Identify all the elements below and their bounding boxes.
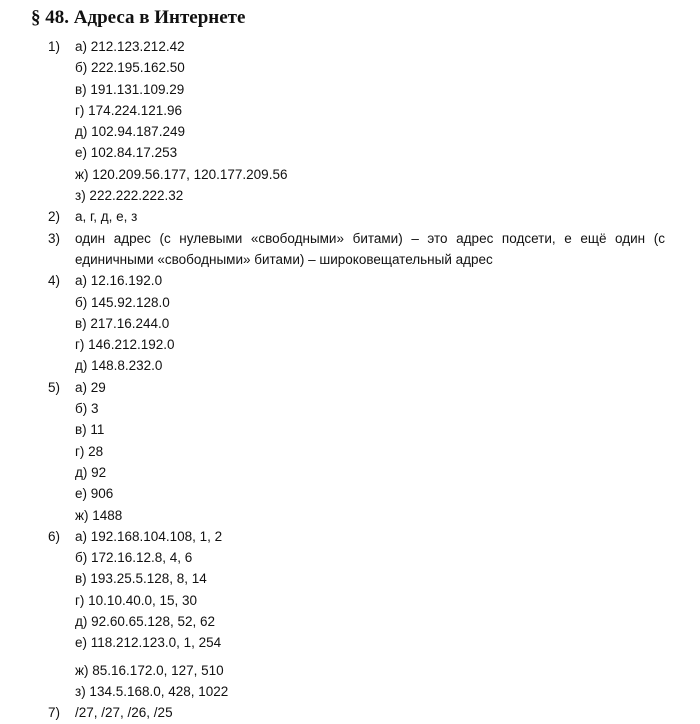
- answer-item: в) 217.16.244.0: [75, 315, 170, 331]
- answer-item: е) 118.212.123.0, 1, 254: [75, 635, 222, 651]
- answer-4: [0, 270, 700, 376]
- answer-item: д) 148.8.232.0: [75, 358, 163, 374]
- answer-item: з) 134.5.168.0, 428, 1022: [75, 683, 229, 699]
- answer-item: д) 102.94.187.249: [75, 124, 185, 140]
- answer-item: б) 222.195.162.50: [75, 60, 185, 76]
- answer-item: е) 906: [75, 486, 114, 502]
- answer-6: [0, 526, 700, 702]
- answer-item: ж) 1488: [75, 507, 123, 523]
- answer-item: г) 146.212.192.0: [75, 337, 175, 353]
- answer-item: а, г, д, е, з: [75, 209, 138, 225]
- answer-item: а) 29: [75, 379, 106, 395]
- answer-item: а) 192.168.104.108, 1, 2: [75, 528, 223, 544]
- section-title: § 48. Адреса в Интернете: [31, 7, 246, 28]
- answer-number: 5): [48, 379, 61, 395]
- answer-item: ж) 120.209.56.177, 120.177.209.56: [75, 166, 288, 182]
- answer-item: б) 3: [75, 401, 99, 417]
- answer-number: 2): [48, 209, 61, 225]
- answer-item: а) 12.16.192.0: [75, 273, 163, 289]
- answer-item: д) 92.60.65.128, 52, 62: [75, 614, 215, 630]
- answer-item: б) 145.92.128.0: [75, 294, 170, 310]
- answer-item: г) 28: [75, 443, 104, 459]
- answer-5: [0, 377, 700, 526]
- answer-1: [0, 36, 700, 206]
- answer-number: 1): [48, 39, 61, 54]
- answer-item: в) 191.131.109.29: [75, 81, 185, 97]
- answer-item: в) 193.25.5.128, 8, 14: [75, 571, 207, 587]
- answer-item: а) 212.123.212.42: [75, 39, 185, 54]
- answers-list: [0, 36, 700, 724]
- answer-2: [0, 206, 700, 227]
- answer-item: г) 174.224.121.96: [75, 102, 183, 118]
- answer-number: 6): [48, 528, 61, 544]
- answer-item: д) 92: [75, 464, 107, 480]
- answer-3: [0, 228, 700, 271]
- answer-number: 3): [48, 230, 61, 246]
- answer-number: 7): [48, 705, 61, 721]
- answer-item: б) 172.16.12.8, 4, 6: [75, 550, 193, 566]
- answer-item: г) 10.10.40.0, 15, 30: [75, 592, 198, 608]
- answer-text: один адрес (с нулевыми «свободными» битами) – это адрес подсети, е ещё один (с единичными «свободными» битами) – широковещательный адрес: [75, 230, 665, 267]
- answer-item: в) 11: [75, 422, 105, 438]
- answer-item: е) 102.84.17.253: [75, 145, 178, 161]
- answer-number: 4): [48, 273, 61, 289]
- answer-item: ж) 85.16.172.0, 127, 510: [75, 662, 224, 678]
- answer-item: з) 222.222.222.32: [75, 188, 184, 204]
- answer-7: [0, 702, 700, 723]
- answer-item: /27, /27, /26, /25: [75, 705, 173, 721]
